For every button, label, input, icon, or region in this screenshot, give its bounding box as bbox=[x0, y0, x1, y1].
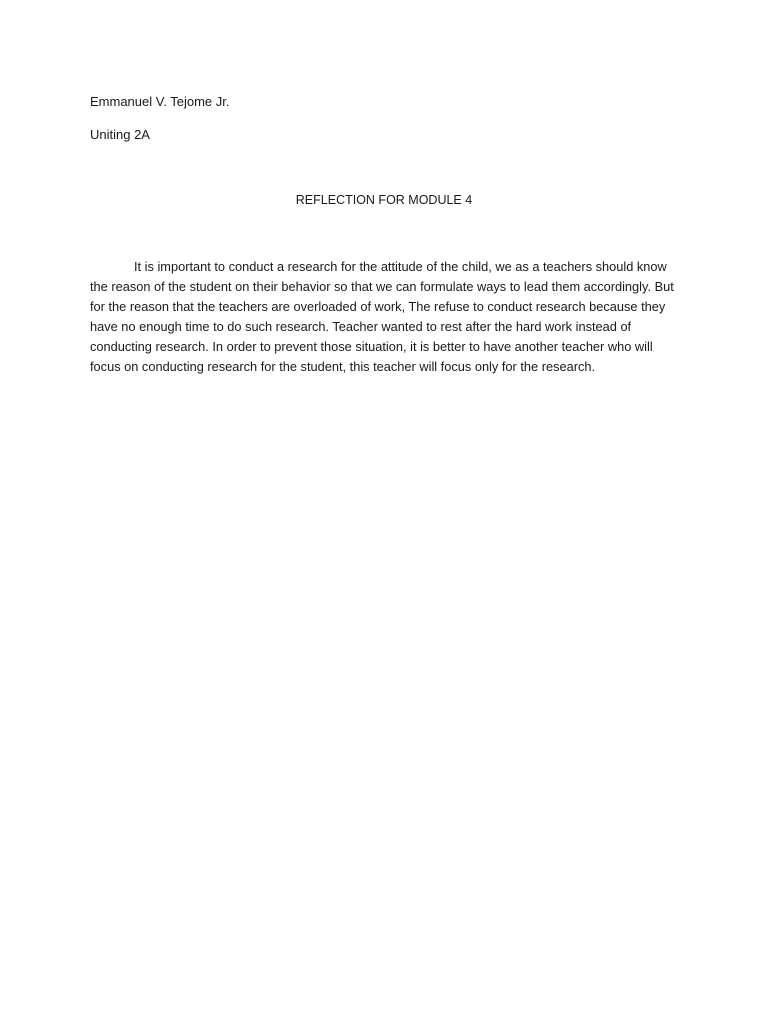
paragraph-line: It is important to conduct a research for the attitude of the child, we as a teachers should know bbox=[134, 259, 667, 274]
author-name: Emmanuel V. Tejome Jr. bbox=[90, 94, 230, 109]
paragraph-line: have no enough time to do such research. Teacher wanted to rest after the hard work instead of bbox=[90, 319, 632, 334]
document-title: REFLECTION FOR MODULE 4 bbox=[295, 193, 473, 207]
paragraph-line: the reason of the student on their behavior so that we can formulate ways to lead them accordingly. But bbox=[90, 279, 674, 294]
paragraph-line: focus on conducting research for the student, this teacher will focus only for the research. bbox=[90, 359, 596, 374]
paragraph-line: conducting research. In order to prevent those situation, it is better to have another teacher who will bbox=[90, 339, 653, 354]
reflection-paragraph bbox=[90, 257, 682, 377]
section-name: Uniting 2A bbox=[90, 127, 150, 142]
paragraph-line: for the reason that the teachers are overloaded of work, The refuse to conduct research because they bbox=[90, 299, 666, 314]
